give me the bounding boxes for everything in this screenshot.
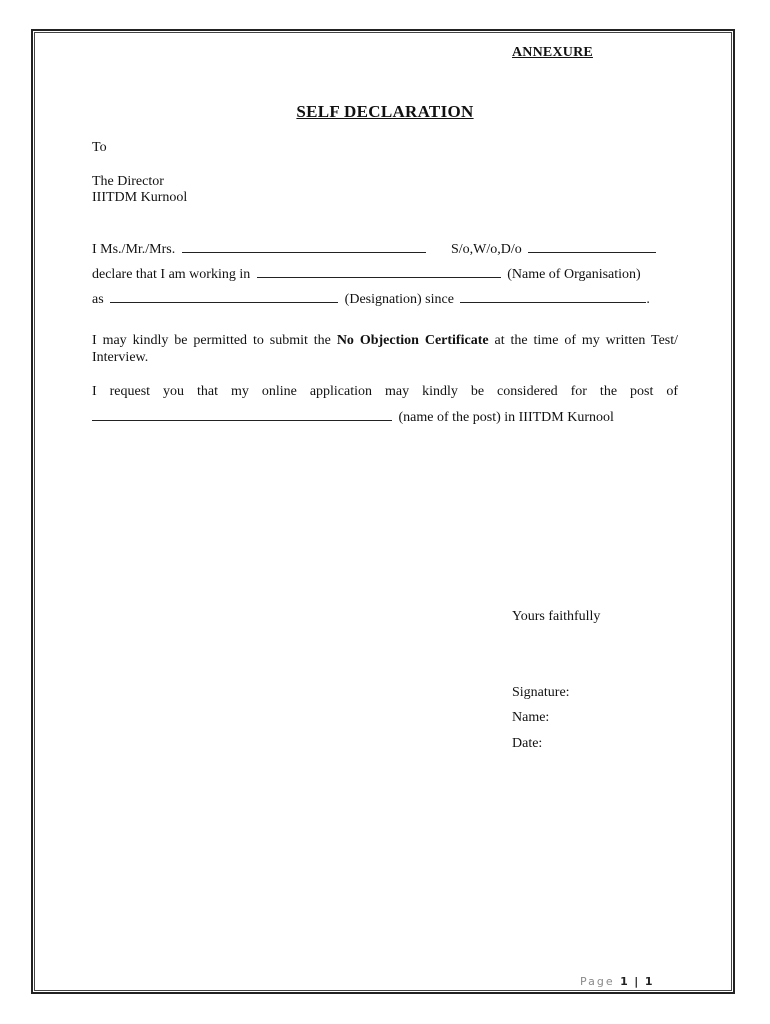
since-blank-line bbox=[460, 290, 646, 303]
designation-blank-line bbox=[110, 290, 338, 303]
noc-text-after: at the time of my written Test/ Interview. bbox=[92, 333, 679, 365]
post-line bbox=[92, 408, 614, 426]
designation-end-text: . bbox=[646, 292, 650, 307]
page-separator: | bbox=[634, 975, 640, 988]
current-page-number: 1 bbox=[620, 975, 629, 988]
signature-label: Signature: bbox=[512, 685, 570, 700]
date-label: Date: bbox=[512, 736, 543, 751]
name-prefix-text: I Ms./Mr./Mrs. bbox=[92, 242, 176, 257]
annexure-label: ANNEXURE bbox=[512, 45, 593, 60]
organisation-prefix-text: declare that I am working in bbox=[92, 267, 251, 282]
declaration-line-relation bbox=[451, 240, 659, 258]
designation-prefix-text: as bbox=[92, 292, 104, 307]
closing-text: Yours faithfully bbox=[512, 609, 601, 624]
addressee-title: The Director bbox=[92, 174, 164, 189]
declaration-line-organisation bbox=[92, 265, 641, 283]
page-title: SELF DECLARATION bbox=[296, 102, 474, 121]
noc-paragraph bbox=[92, 332, 678, 366]
declaration-line-name bbox=[92, 240, 429, 258]
name-blank-line bbox=[182, 240, 426, 253]
organisation-blank-line bbox=[257, 265, 501, 278]
relation-blank-line bbox=[528, 240, 656, 253]
page-footer bbox=[580, 975, 653, 988]
addressee-institution: IIITDM Kurnool bbox=[92, 190, 188, 205]
post-suffix-text: (name of the post) in IIITDM Kurnool bbox=[398, 410, 614, 425]
post-blank-line bbox=[92, 408, 392, 421]
name-label: Name: bbox=[512, 710, 550, 725]
designation-middle-text: (Designation) since bbox=[344, 292, 454, 307]
relation-text: S/o,W/o,D/o bbox=[451, 242, 522, 257]
request-paragraph: I request you that my online application may kindly be considered for the post of bbox=[92, 384, 678, 399]
total-pages-number: 1 bbox=[644, 975, 654, 988]
noc-text-before: I may kindly be permitted to submit the bbox=[92, 333, 331, 348]
organisation-suffix-text: (Name of Organisation) bbox=[507, 267, 641, 282]
page-word: Page bbox=[580, 975, 615, 988]
salutation-to: To bbox=[92, 140, 107, 155]
declaration-line-designation bbox=[92, 290, 650, 308]
noc-bold-text: No Objection Certificate bbox=[336, 333, 489, 348]
